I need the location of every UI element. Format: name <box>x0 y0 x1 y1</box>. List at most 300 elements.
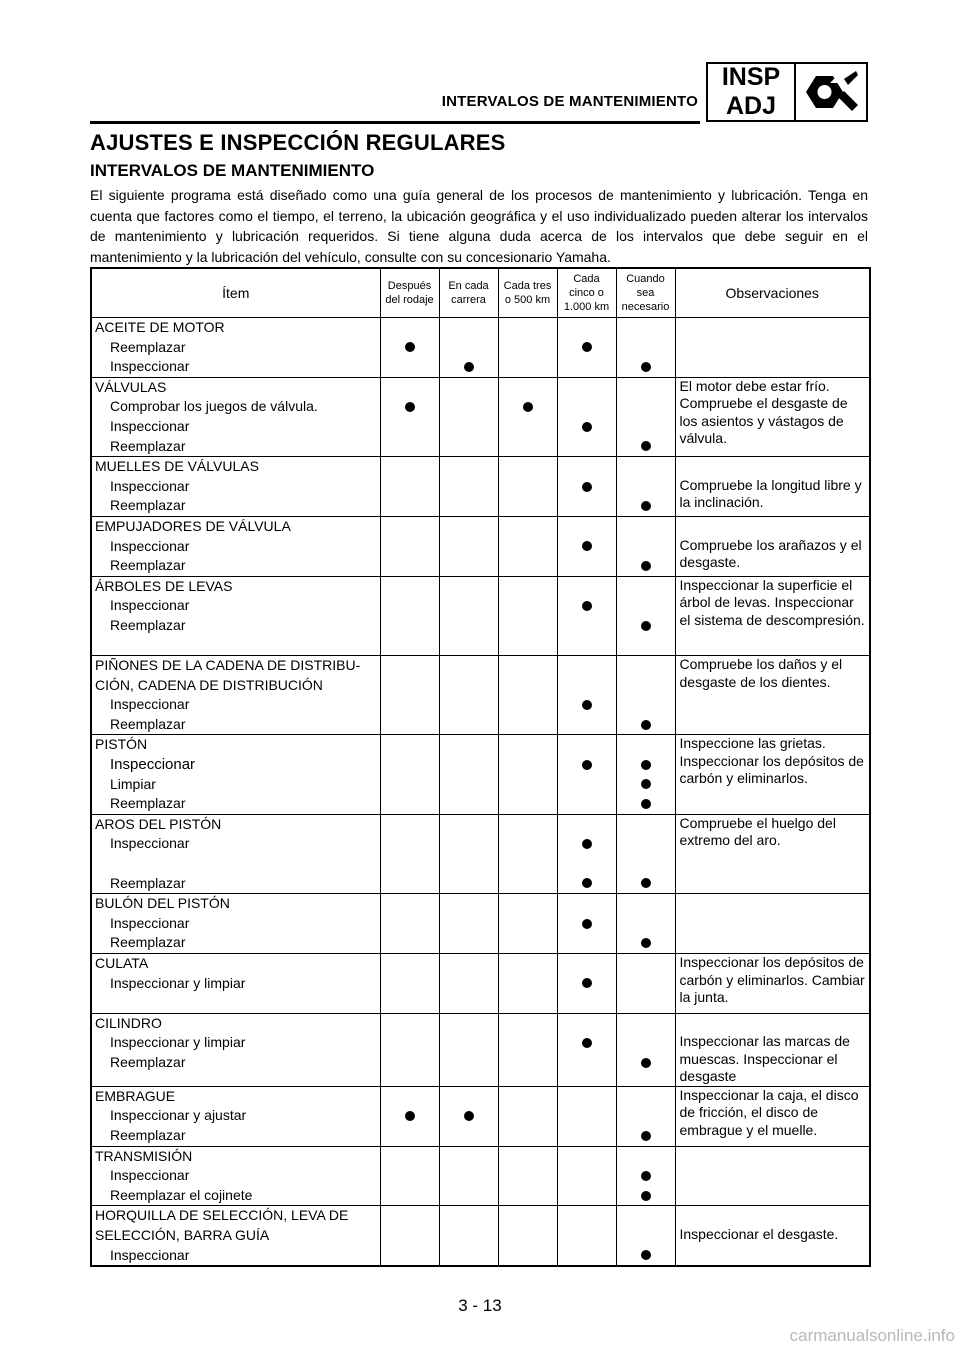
header-observations: Observaciones <box>675 268 870 318</box>
observation-cell <box>675 1013 870 1086</box>
interval-line <box>440 1106 498 1126</box>
interval-cell <box>557 1086 616 1146</box>
interval-line <box>440 577 498 597</box>
interval-line <box>440 834 498 854</box>
bullet-icon <box>464 362 474 372</box>
interval-cell <box>498 954 557 1014</box>
interval-line <box>617 1186 675 1206</box>
item-action: Inspeccionar <box>110 835 190 852</box>
item-cell <box>91 516 380 576</box>
item-action: Reemplazar <box>110 1053 186 1070</box>
insp-adj-badge <box>706 62 868 122</box>
interval-line <box>617 993 675 1013</box>
interval-cell <box>557 1146 616 1206</box>
interval-line <box>617 974 675 994</box>
interval-line <box>558 815 616 835</box>
interval-line <box>617 715 675 735</box>
interval-line <box>558 477 616 497</box>
bullet-icon <box>641 621 651 631</box>
interval-line <box>440 1014 498 1034</box>
bullet-icon <box>405 402 415 412</box>
interval-line <box>558 715 616 735</box>
interval-line <box>558 537 616 557</box>
interval-line <box>381 794 439 814</box>
interval-line <box>440 954 498 974</box>
interval-line <box>617 1053 675 1073</box>
interval-cell <box>439 377 498 456</box>
interval-line <box>381 1206 439 1226</box>
bullet-icon <box>582 541 592 551</box>
interval-line <box>381 457 439 477</box>
interval-line <box>440 993 498 1013</box>
interval-line <box>381 616 439 636</box>
interval-line <box>440 933 498 953</box>
interval-line <box>617 1226 675 1246</box>
observation-text: Inspeccionar los depósitos de carbón y eliminarlos. Cambiar la junta. <box>679 954 865 1005</box>
interval-cell <box>380 457 439 517</box>
interval-line <box>381 1186 439 1206</box>
interval-cell <box>498 457 557 517</box>
item-group-title: SELECCIÓN, BARRA GUÍA <box>95 1227 270 1244</box>
header-every-three <box>498 268 557 318</box>
interval-line <box>617 1033 675 1053</box>
interval-line <box>381 695 439 715</box>
interval-cell <box>616 377 675 456</box>
observation-cell <box>675 656 870 735</box>
interval-line <box>499 477 557 497</box>
item-action: Reemplazar <box>110 874 186 891</box>
table-row <box>91 576 870 655</box>
header-rule <box>90 121 700 124</box>
item-action: Inspeccionar <box>110 358 190 375</box>
interval-line <box>381 854 439 874</box>
interval-cell <box>557 656 616 735</box>
bullet-icon <box>405 342 415 352</box>
interval-line <box>381 357 439 377</box>
item-action: Reemplazar <box>110 497 186 514</box>
table-row <box>91 1146 870 1206</box>
interval-line <box>440 1147 498 1167</box>
interval-cell <box>557 1013 616 1086</box>
interval-line <box>617 775 675 795</box>
interval-line <box>617 1014 675 1034</box>
interval-cell <box>557 576 616 655</box>
observation-spacer <box>676 894 870 914</box>
interval-line <box>499 596 557 616</box>
interval-line <box>499 715 557 735</box>
interval-line <box>381 874 439 894</box>
interval-line <box>558 596 616 616</box>
item-action: Reemplazar el cojinete <box>110 1186 253 1203</box>
interval-line <box>381 537 439 557</box>
interval-line <box>617 735 675 755</box>
interval-line <box>440 1186 498 1206</box>
interval-line <box>499 537 557 557</box>
interval-line <box>617 537 675 557</box>
interval-line <box>440 914 498 934</box>
interval-line <box>558 1087 616 1107</box>
item-group-title: HORQUILLA DE SELECCIÓN, LEVA DE <box>95 1207 349 1224</box>
interval-line <box>440 417 498 437</box>
interval-line <box>381 993 439 1013</box>
item-group-title: PIÑONES DE LA CADENA DE DISTRIBU- <box>95 657 361 674</box>
page-subheading: INTERVALOS DE MANTENIMIENTO <box>90 161 375 180</box>
interval-line <box>558 1226 616 1246</box>
header-text: carrera <box>451 294 486 306</box>
interval-line <box>558 1246 616 1266</box>
item-action: Comprobar los juegos de válvula. <box>110 398 318 415</box>
interval-line <box>499 894 557 914</box>
interval-line <box>617 397 675 417</box>
observation-cell <box>675 735 870 814</box>
interval-line <box>617 596 675 616</box>
observation-cell <box>675 457 870 517</box>
interval-line <box>499 496 557 516</box>
interval-line <box>440 894 498 914</box>
interval-line <box>617 834 675 854</box>
interval-cell <box>616 1146 675 1206</box>
interval-cell <box>439 1086 498 1146</box>
bullet-icon <box>641 720 651 730</box>
item-cell <box>91 576 380 655</box>
bullet-icon <box>641 799 651 809</box>
interval-line <box>499 1053 557 1073</box>
table-row <box>91 954 870 1014</box>
observation-cell <box>675 516 870 576</box>
interval-cell <box>557 894 616 954</box>
interval-cell <box>498 1013 557 1086</box>
interval-cell <box>498 516 557 576</box>
observation-cell <box>675 1146 870 1206</box>
interval-line <box>558 874 616 894</box>
interval-line <box>440 397 498 417</box>
interval-line <box>558 1053 616 1073</box>
interval-line <box>558 1033 616 1053</box>
interval-line <box>440 357 498 377</box>
table-row <box>91 1013 870 1086</box>
interval-line <box>440 1033 498 1053</box>
interval-line <box>617 695 675 715</box>
interval-line <box>558 974 616 994</box>
interval-line <box>558 357 616 377</box>
observation-cell <box>675 318 870 378</box>
interval-line <box>617 1126 675 1146</box>
interval-cell <box>439 516 498 576</box>
interval-line <box>617 556 675 576</box>
interval-line <box>440 815 498 835</box>
interval-line <box>381 914 439 934</box>
observation-cell <box>675 814 870 893</box>
interval-line <box>440 496 498 516</box>
interval-line <box>558 894 616 914</box>
item-action <box>92 993 380 1013</box>
interval-cell <box>498 814 557 893</box>
observation-text: Inspeccionar el desgaste. <box>679 1226 839 1243</box>
item-action: Reemplazar <box>110 795 186 812</box>
bullet-icon <box>641 561 651 571</box>
interval-cell <box>380 576 439 655</box>
interval-line <box>440 974 498 994</box>
bullet-icon <box>641 362 651 372</box>
bullet-icon <box>641 779 651 789</box>
table-header-row <box>91 268 870 318</box>
bullet-icon <box>641 501 651 511</box>
interval-line <box>617 496 675 516</box>
badge-line-adj: ADJ <box>725 92 776 120</box>
table-row <box>91 735 870 814</box>
interval-line <box>499 775 557 795</box>
interval-cell <box>380 735 439 814</box>
bullet-icon <box>582 342 592 352</box>
bullet-icon <box>582 1038 592 1048</box>
interval-line <box>440 437 498 457</box>
table-row <box>91 1206 870 1266</box>
interval-line <box>440 1206 498 1226</box>
interval-line <box>617 794 675 814</box>
interval-cell <box>380 954 439 1014</box>
header-text: Cuando <box>626 273 665 285</box>
table-row <box>91 1086 870 1146</box>
interval-line <box>558 854 616 874</box>
bullet-icon <box>641 1171 651 1181</box>
bullet-icon <box>582 878 592 888</box>
interval-cell <box>616 894 675 954</box>
bullet-icon <box>641 1131 651 1141</box>
interval-line <box>558 993 616 1013</box>
bullet-icon <box>582 422 592 432</box>
interval-line <box>440 378 498 398</box>
item-action: Inspeccionar <box>110 756 196 774</box>
observation-text: Inspeccionar la superficie el árbol de levas. Inspeccionar el sistema de descompresión. <box>679 576 865 628</box>
interval-line <box>440 1226 498 1246</box>
interval-line <box>381 954 439 974</box>
bullet-icon <box>641 1191 651 1201</box>
interval-line <box>558 1106 616 1126</box>
interval-line <box>617 318 675 338</box>
interval-line <box>440 636 498 656</box>
bullet-icon <box>641 760 651 770</box>
interval-line <box>381 338 439 358</box>
interval-line <box>617 517 675 537</box>
interval-line <box>499 1147 557 1167</box>
interval-line <box>558 954 616 974</box>
interval-line <box>558 676 616 696</box>
interval-cell <box>439 1206 498 1266</box>
interval-cell <box>380 814 439 893</box>
interval-cell <box>616 516 675 576</box>
interval-cell <box>380 1206 439 1266</box>
interval-line <box>499 1033 557 1053</box>
item-action: Inspeccionar <box>110 477 190 494</box>
interval-line <box>499 815 557 835</box>
interval-line <box>381 417 439 437</box>
interval-line <box>617 874 675 894</box>
interval-line <box>499 656 557 676</box>
interval-line <box>381 397 439 417</box>
header-as-required <box>616 268 675 318</box>
interval-cell <box>439 814 498 893</box>
interval-line <box>617 1106 675 1126</box>
interval-line <box>558 695 616 715</box>
interval-line <box>617 676 675 696</box>
interval-line <box>440 477 498 497</box>
item-action: Inspeccionar y limpiar <box>110 1034 246 1051</box>
interval-line <box>440 695 498 715</box>
interval-line <box>440 537 498 557</box>
interval-line <box>381 318 439 338</box>
interval-line <box>558 834 616 854</box>
table-row <box>91 656 870 735</box>
interval-line <box>617 914 675 934</box>
interval-line <box>499 1246 557 1266</box>
interval-line <box>381 974 439 994</box>
interval-line <box>558 397 616 417</box>
header-every-five <box>557 268 616 318</box>
interval-line <box>381 636 439 656</box>
interval-line <box>381 577 439 597</box>
interval-cell <box>439 576 498 655</box>
interval-line <box>499 556 557 576</box>
interval-line <box>558 1147 616 1167</box>
interval-line <box>617 378 675 398</box>
observation-text: Compruebe los daños y el desgaste de los dientes. <box>679 656 843 690</box>
interval-line <box>499 397 557 417</box>
interval-line <box>440 1126 498 1146</box>
interval-line <box>499 933 557 953</box>
interval-line <box>499 417 557 437</box>
interval-line <box>381 656 439 676</box>
observation-text: Inspeccionar la caja, el disco de fricción, el disco de embrague y el muelle. <box>679 1086 859 1138</box>
interval-cell <box>439 457 498 517</box>
item-action: Reemplazar <box>110 437 186 454</box>
interval-line <box>381 815 439 835</box>
header-text: sea <box>636 287 655 299</box>
observation-text: Compruebe la longitud libre y la inclinación. <box>679 476 862 511</box>
item-action: Inspeccionar <box>110 537 190 554</box>
observation-text: Compruebe los arañazos y el desgaste. <box>679 536 862 571</box>
interval-cell <box>380 1146 439 1206</box>
item-action: Inspeccionar <box>110 417 190 434</box>
interval-cell <box>616 1206 675 1266</box>
interval-line <box>499 974 557 994</box>
item-action: Reemplazar <box>110 715 186 732</box>
interval-line <box>381 1087 439 1107</box>
interval-cell <box>439 1146 498 1206</box>
interval-line <box>499 616 557 636</box>
interval-cell <box>380 516 439 576</box>
interval-cell <box>557 457 616 517</box>
item-cell <box>91 735 380 814</box>
bullet-icon <box>641 878 651 888</box>
observation-spacer <box>676 1206 870 1226</box>
bullet-icon <box>582 601 592 611</box>
interval-cell <box>557 735 616 814</box>
interval-line <box>440 854 498 874</box>
interval-line <box>381 775 439 795</box>
interval-line <box>381 1106 439 1126</box>
interval-line <box>558 338 616 358</box>
bullet-icon <box>641 938 651 948</box>
interval-line <box>440 794 498 814</box>
interval-cell <box>498 894 557 954</box>
interval-line <box>381 1033 439 1053</box>
observation-spacer <box>676 1014 870 1034</box>
item-group-title: ÁRBOLES DE LEVAS <box>95 577 233 594</box>
interval-line <box>558 616 616 636</box>
bullet-icon <box>582 760 592 770</box>
observation-spacer <box>676 517 870 537</box>
interval-line <box>440 676 498 696</box>
interval-cell <box>380 1086 439 1146</box>
interval-cell <box>439 735 498 814</box>
bullet-icon <box>582 482 592 492</box>
interval-cell <box>616 457 675 517</box>
bullet-icon <box>582 700 592 710</box>
bullet-icon <box>405 1111 415 1121</box>
interval-cell <box>498 1146 557 1206</box>
interval-cell <box>380 318 439 378</box>
table-row <box>91 318 870 378</box>
bullet-icon <box>641 1058 651 1068</box>
interval-line <box>558 914 616 934</box>
observation-cell <box>675 377 870 456</box>
interval-line <box>381 735 439 755</box>
interval-cell <box>380 894 439 954</box>
interval-line <box>499 854 557 874</box>
interval-line <box>440 616 498 636</box>
item-group-title: BULÓN DEL PISTÓN <box>95 895 230 912</box>
interval-line <box>499 794 557 814</box>
interval-line <box>499 338 557 358</box>
bullet-icon <box>641 1250 651 1260</box>
interval-line <box>617 338 675 358</box>
interval-line <box>440 338 498 358</box>
bullet-icon <box>582 839 592 849</box>
interval-line <box>440 874 498 894</box>
item-action: Reemplazar <box>110 557 186 574</box>
observation-cell <box>675 1206 870 1266</box>
interval-line <box>558 1166 616 1186</box>
table-row <box>91 894 870 954</box>
interval-line <box>558 933 616 953</box>
interval-line <box>499 676 557 696</box>
item-group-title: MUELLES DE VÁLVULAS <box>95 458 259 475</box>
interval-line <box>558 735 616 755</box>
interval-line <box>381 496 439 516</box>
interval-line <box>617 954 675 974</box>
interval-line <box>558 496 616 516</box>
header-text: Después <box>387 280 432 292</box>
item-cell <box>91 1013 380 1086</box>
interval-line <box>617 636 675 656</box>
item-action: Inspeccionar <box>110 914 190 931</box>
interval-line <box>440 457 498 477</box>
observation-cell <box>675 576 870 655</box>
interval-line <box>440 1246 498 1266</box>
interval-line <box>499 1087 557 1107</box>
header-text: necesario <box>621 301 670 313</box>
interval-cell <box>439 894 498 954</box>
interval-line <box>499 318 557 338</box>
interval-line <box>499 357 557 377</box>
interval-line <box>381 1053 439 1073</box>
interval-line <box>381 477 439 497</box>
observation-cell <box>675 1086 870 1146</box>
interval-cell <box>616 318 675 378</box>
observation-text: Inspeccione las grietas. Inspeccionar los depósitos de carbón y eliminarlos. <box>679 735 864 787</box>
interval-line <box>499 577 557 597</box>
interval-cell <box>498 656 557 735</box>
